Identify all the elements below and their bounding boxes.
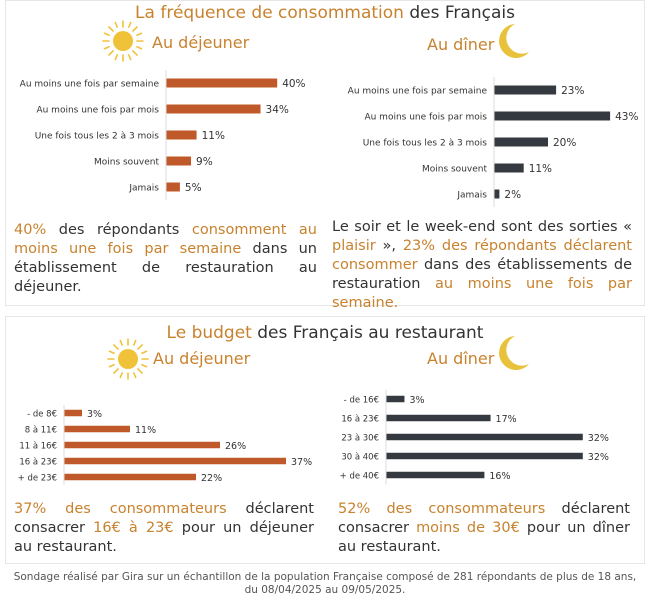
budget-lunch-label: Au déjeuner xyxy=(153,349,251,368)
budget-dinner-highlight1: 52% des consommateurs xyxy=(338,501,546,517)
bar xyxy=(64,442,220,449)
category-label: Jamais xyxy=(457,190,487,201)
frequency-dinner-label: Au dîner xyxy=(427,35,495,54)
bar xyxy=(386,396,404,403)
frequency-dinner-chart xyxy=(326,73,646,201)
budget-lunch-chart xyxy=(6,401,326,484)
dinner-text-part5: dans des établissements de restauration xyxy=(332,257,632,292)
lunch-text-part4: dans un établissement de restauration au déjeuner. xyxy=(14,241,317,295)
bar xyxy=(64,410,82,417)
budget-title-part2: des Français au restaurant xyxy=(257,323,484,343)
category-label: Une fois tous les 2 à 3 mois xyxy=(362,138,487,149)
category-label: - de 8€ xyxy=(27,409,57,420)
value-label: 16% xyxy=(489,471,511,482)
bar xyxy=(494,164,524,173)
category-label: Moins souvent xyxy=(421,164,487,175)
value-label: 26% xyxy=(225,441,247,452)
budget-lunch-highlight1: 37% des consommateurs xyxy=(14,501,227,517)
bar xyxy=(494,138,548,147)
value-label: 2% xyxy=(504,189,522,201)
bar xyxy=(166,183,180,192)
category-label: 11 à 16€ xyxy=(19,441,57,452)
frequency-lunch-label: Au déjeuner xyxy=(152,33,250,52)
bar xyxy=(64,426,130,433)
bar xyxy=(166,105,261,114)
bar xyxy=(494,190,499,199)
frequency-dinner-text xyxy=(332,218,632,313)
value-label: 43% xyxy=(615,111,639,123)
value-label: 23% xyxy=(561,85,585,97)
lunch-text-highlight2: consomment au moins une fois par semaine xyxy=(14,222,317,257)
frequency-lunch-chart xyxy=(6,71,326,196)
bar xyxy=(166,79,277,88)
dinner-text-part1: Le soir et le week-end sont des sorties « xyxy=(332,219,632,235)
frequency-lunch-text xyxy=(14,221,317,297)
budget-dinner-label: Au dîner xyxy=(427,349,495,368)
value-label: 3% xyxy=(409,395,425,406)
lunch-text-highlight1: 40% xyxy=(14,222,47,238)
category-label: Au moins une fois par semaine xyxy=(19,79,159,90)
bar xyxy=(166,131,197,140)
bar xyxy=(386,415,491,422)
bar xyxy=(386,472,484,479)
value-label: 22% xyxy=(201,473,223,484)
budget-dinner-chart xyxy=(326,389,646,481)
lunch-text-part2: des répondants xyxy=(46,222,192,238)
budget-panel xyxy=(5,316,645,564)
budget-lunch-part4: pour un déjeuner au restaurant. xyxy=(14,520,314,555)
bar xyxy=(64,474,196,481)
category-label: Au moins une fois par semaine xyxy=(347,86,487,97)
budget-title xyxy=(6,323,644,343)
value-label: 32% xyxy=(587,452,609,463)
footer-note: Sondage réalisé par Gira sur un échantillon de la population Française composé de 281 répondants de plus de 18 ans, du 08/04/2025 au 09/05/2025. xyxy=(13,571,637,596)
budget-dinner-highlight2: moins de 30€ xyxy=(416,520,520,536)
category-label: 23 à 30€ xyxy=(341,433,379,444)
category-label: + de 23€ xyxy=(17,473,57,484)
value-label: 40% xyxy=(282,78,306,90)
category-label: - de 16€ xyxy=(343,395,379,406)
value-label: 11% xyxy=(528,163,553,175)
category-label: 8 à 11€ xyxy=(24,425,57,436)
bar xyxy=(386,453,583,460)
budget-dinner-part4: pour un dîner au restaurant. xyxy=(338,520,630,555)
budget-dinner-part2: déclarent consacrer xyxy=(338,501,630,536)
category-label: Au moins une fois par mois xyxy=(364,112,487,123)
value-label: 32% xyxy=(587,433,609,444)
value-label: 34% xyxy=(265,104,289,116)
moon-icon xyxy=(497,333,531,373)
dinner-text-highlight2: 23% des répondants déclarent consommer xyxy=(332,238,632,273)
bar xyxy=(494,112,610,121)
value-label: 11% xyxy=(201,130,225,142)
frequency-title-part1: La fréquence de consommation xyxy=(135,3,404,23)
value-label: 11% xyxy=(135,425,157,436)
frequency-panel xyxy=(5,0,645,311)
budget-dinner-text xyxy=(338,500,630,557)
sun-icon xyxy=(106,337,150,381)
bar xyxy=(386,434,583,441)
value-label: 5% xyxy=(184,182,202,194)
category-label: + de 40€ xyxy=(339,471,379,482)
value-label: 9% xyxy=(196,156,213,168)
value-label: 20% xyxy=(553,137,577,149)
budget-lunch-part2: déclarent consacrer xyxy=(14,501,314,536)
frequency-title-part2: des Français xyxy=(409,3,515,23)
category-label: 16 à 23€ xyxy=(341,414,379,425)
value-label: 17% xyxy=(495,414,517,425)
budget-title-part1: Le budget xyxy=(166,323,252,343)
category-label: Une fois tous les 2 à 3 mois xyxy=(34,131,159,142)
category-label: 16 à 23€ xyxy=(19,457,57,468)
category-label: Au moins une fois par mois xyxy=(36,105,159,116)
bar xyxy=(494,86,556,95)
value-label: 3% xyxy=(87,409,103,420)
sun-icon xyxy=(101,19,145,63)
bar xyxy=(64,458,286,465)
category-label: Jamais xyxy=(129,183,159,194)
dinner-text-part3: », xyxy=(375,238,403,254)
category-label: 30 à 40€ xyxy=(341,452,379,463)
budget-lunch-text xyxy=(14,500,314,557)
category-label: Moins souvent xyxy=(93,157,159,168)
budget-lunch-highlight2: 16€ à 23€ xyxy=(93,520,174,536)
dinner-text-highlight3: au moins une fois par semaine. xyxy=(332,276,632,311)
moon-icon xyxy=(497,21,531,61)
value-label: 37% xyxy=(291,457,313,468)
bar xyxy=(166,157,191,166)
dinner-text-highlight1: plaisir xyxy=(332,238,376,254)
